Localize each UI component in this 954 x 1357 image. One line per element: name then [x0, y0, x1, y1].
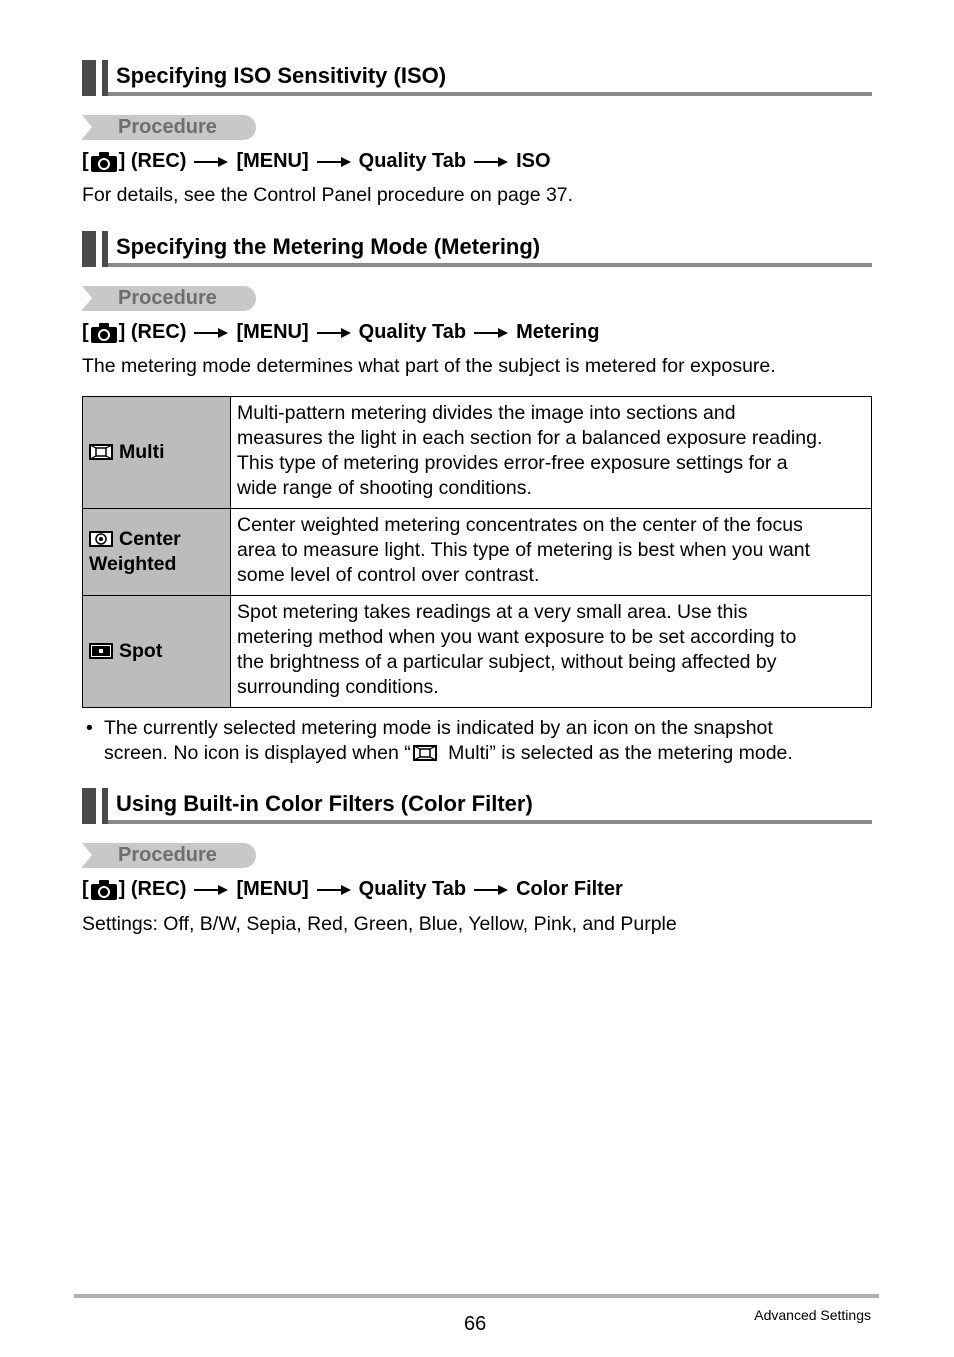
procedure-tag — [82, 843, 256, 868]
metering-mode-name: Center Weighted — [83, 509, 231, 596]
camera-icon — [90, 151, 118, 173]
metering-mode-table — [82, 396, 872, 708]
arrow-right-icon — [474, 327, 508, 339]
metering-mode-description: Spot metering takes readings at a very small area. Use this metering method when you want exposure to be set according to the brightness of a particular subject, without being affected by surrounding conditions. — [231, 596, 872, 708]
table-row — [83, 596, 872, 708]
multi-metering-icon — [413, 745, 437, 761]
metering-mode-description: Multi-pattern metering divides the image into sections and measures the light in each section for a balanced exposure reading. This type of metering provides error-free exposure settings for a wide range of shooting conditions. — [231, 397, 872, 509]
arrow-right-icon — [474, 156, 508, 168]
multi-metering-icon — [89, 444, 113, 460]
menu-path-iso: [ ] (REC) [MENU] Quality Tab ISO — [82, 150, 551, 172]
menu-path-metering: [ ] (REC) [MENU] Quality Tab Metering — [82, 321, 600, 343]
arrow-right-icon — [317, 327, 351, 339]
procedure-label: Procedure — [118, 287, 217, 309]
footer-divider — [74, 1294, 879, 1298]
procedure-label: Procedure — [118, 116, 217, 138]
spot-metering-icon — [89, 643, 113, 659]
metering-mode-name: Multi — [83, 397, 231, 509]
footer-section-name: Advanced Settings — [754, 1307, 871, 1323]
color-filter-body-text: Settings: Off, B/W, Sepia, Red, Green, Blue, Yellow, Pink, and Purple — [82, 913, 677, 935]
section-title: Specifying ISO Sensitivity (ISO) — [116, 63, 447, 88]
arrow-right-icon — [474, 884, 508, 896]
bullet: • — [86, 717, 93, 739]
arrow-right-icon — [317, 884, 351, 896]
table-row — [83, 397, 872, 509]
metering-body-text: The metering mode determines what part of the subject is metered for exposure. — [82, 355, 776, 377]
table-row — [83, 509, 872, 596]
iso-body-text: For details, see the Control Panel procedure on page 37. — [82, 184, 574, 206]
section-heading-metering — [82, 231, 872, 267]
section-heading-color-filter — [82, 788, 872, 824]
procedure-label: Procedure — [118, 844, 217, 866]
arrow-right-icon — [194, 156, 228, 168]
arrow-right-icon — [194, 327, 228, 339]
section-title: Specifying the Metering Mode (Metering) — [116, 234, 541, 259]
procedure-tag — [82, 286, 256, 311]
arrow-right-icon — [317, 156, 351, 168]
arrow-right-icon — [194, 884, 228, 896]
section-heading-iso — [82, 60, 872, 96]
procedure-tag — [82, 115, 256, 140]
page-number: 66 — [464, 1313, 487, 1335]
metering-mode-name: Spot — [83, 596, 231, 708]
center-weighted-metering-icon — [89, 531, 113, 547]
metering-mode-description: Center weighted metering concentrates on the center of the focus area to measure light. This type of metering is best when you want some level of control over contrast. — [231, 509, 872, 596]
note-text: The currently selected metering mode is indicated by an icon on the snapshot screen. No icon is displayed when “ Multi” is selected as the metering mode. — [104, 717, 793, 764]
camera-icon — [90, 879, 118, 901]
section-title: Using Built-in Color Filters (Color Filter) — [116, 791, 533, 816]
camera-icon — [90, 322, 118, 344]
menu-path-color-filter: [ ] (REC) [MENU] Quality Tab Color Filter — [82, 878, 623, 900]
